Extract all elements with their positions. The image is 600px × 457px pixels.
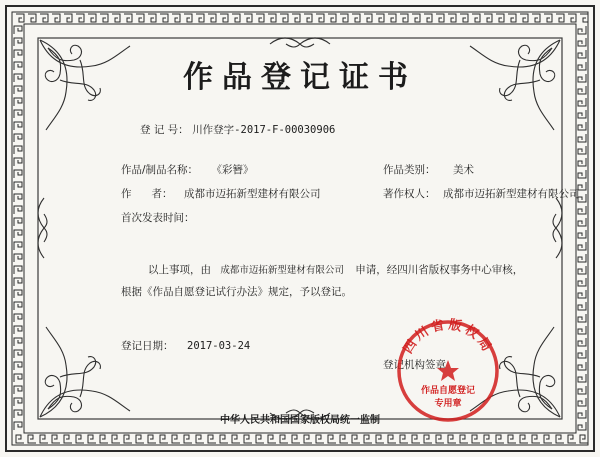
first-publication-row	[121, 210, 195, 225]
key-motif	[14, 242, 22, 250]
key-motif	[14, 194, 22, 202]
key-motif	[112, 435, 120, 443]
key-motif	[14, 170, 22, 178]
key-motif	[340, 14, 348, 22]
key-motif	[578, 314, 586, 322]
paragraph-company: 成都市迈拓新型建材有限公司	[220, 265, 344, 276]
key-motif	[14, 314, 22, 322]
key-motif	[520, 435, 528, 443]
key-motif	[14, 146, 22, 154]
registration-number-label: 登 记 号：	[140, 124, 189, 136]
key-motif	[578, 398, 586, 406]
key-motif	[14, 374, 22, 382]
key-motif	[16, 435, 24, 443]
seal-top-text: 四川省版权局	[400, 318, 496, 357]
key-motif	[14, 386, 22, 394]
key-motif	[256, 14, 264, 22]
key-motif	[508, 435, 516, 443]
key-motif	[14, 182, 22, 190]
registration-number: 川作登字-2017-F-00030906	[192, 124, 336, 136]
key-motif	[328, 435, 336, 443]
key-motif	[578, 266, 586, 274]
key-motif	[14, 230, 22, 238]
key-motif	[52, 14, 60, 22]
key-motif	[64, 14, 72, 22]
key-motif	[484, 435, 492, 443]
official-seal	[395, 318, 501, 424]
registration-number-row	[140, 122, 335, 137]
key-motif	[14, 362, 22, 370]
edge-ornament	[38, 198, 47, 258]
key-motif	[578, 254, 586, 262]
key-motif	[388, 435, 396, 443]
key-motif	[14, 350, 22, 358]
key-motif	[352, 14, 360, 22]
key-motif	[76, 14, 84, 22]
key-motif	[232, 14, 240, 22]
copyright-owner: 成都市迈拓新型建材有限公司	[443, 188, 580, 200]
key-motif	[578, 338, 586, 346]
key-motif	[14, 326, 22, 334]
key-motif	[14, 134, 22, 142]
key-motif	[424, 435, 432, 443]
key-motif	[340, 435, 348, 443]
key-motif	[256, 435, 264, 443]
key-motif	[544, 14, 552, 22]
key-motif	[14, 218, 22, 226]
key-motif	[14, 110, 22, 118]
registration-date-row	[121, 338, 250, 353]
key-motif	[76, 435, 84, 443]
paragraph-text-a: 以上事项，由	[148, 264, 211, 276]
key-motif	[520, 14, 528, 22]
key-motif	[578, 122, 586, 130]
key-motif	[578, 218, 586, 226]
key-motif	[578, 278, 586, 286]
key-motif	[496, 14, 504, 22]
key-motif	[88, 14, 96, 22]
key-motif	[578, 110, 586, 118]
key-motif	[412, 435, 420, 443]
key-motif	[100, 14, 108, 22]
key-motif	[196, 435, 204, 443]
key-motif	[578, 374, 586, 382]
key-motif	[16, 14, 24, 22]
key-motif	[496, 435, 504, 443]
seal-line2: 专用章	[434, 399, 462, 409]
key-motif	[14, 98, 22, 106]
key-motif	[578, 206, 586, 214]
copyright-owner-label: 著作权人：	[383, 188, 436, 200]
key-motif	[532, 14, 540, 22]
key-motif	[14, 206, 22, 214]
key-motif	[172, 14, 180, 22]
key-motif	[148, 435, 156, 443]
key-motif	[352, 435, 360, 443]
key-motif	[280, 435, 288, 443]
key-motif	[14, 302, 22, 310]
key-motif	[280, 14, 288, 22]
key-motif	[578, 386, 586, 394]
key-motif	[304, 435, 312, 443]
work-type-label: 作品类别：	[383, 164, 436, 176]
registration-date-label: 登记日期：	[121, 340, 174, 352]
key-motif	[412, 14, 420, 22]
key-motif	[376, 435, 384, 443]
key-motif	[208, 14, 216, 22]
key-motif	[316, 435, 324, 443]
paragraph-text-b: 申请，经四川省版权事务中心审核，	[355, 264, 524, 276]
corner-flourish	[40, 327, 130, 417]
key-motif	[578, 38, 586, 46]
key-motif	[436, 435, 444, 443]
key-motif	[184, 435, 192, 443]
work-name-row	[121, 162, 254, 177]
key-motif	[136, 435, 144, 443]
key-motif	[14, 254, 22, 262]
key-motif	[568, 14, 576, 22]
key-motif	[316, 14, 324, 22]
key-motif	[578, 302, 586, 310]
key-motif	[292, 435, 300, 443]
key-motif	[400, 14, 408, 22]
author-label: 作 者：	[121, 188, 173, 200]
key-motif	[14, 38, 22, 46]
edge-ornament	[270, 38, 330, 47]
copyright-owner-row	[383, 186, 580, 201]
author: 成都市迈拓新型建材有限公司	[184, 188, 321, 200]
key-motif	[292, 14, 300, 22]
key-motif	[532, 435, 540, 443]
first-publication-label: 首次发表时间：	[121, 212, 195, 224]
key-motif	[220, 435, 228, 443]
seal-line1: 作品自愿登记	[420, 386, 475, 396]
work-type-row	[383, 162, 474, 177]
key-motif	[160, 435, 168, 443]
key-motif	[460, 435, 468, 443]
work-name-label: 作品/制品名称：	[121, 164, 199, 176]
key-motif	[460, 14, 468, 22]
key-motif	[472, 14, 480, 22]
key-motif	[40, 435, 48, 443]
key-motif	[578, 134, 586, 142]
key-motif	[160, 14, 168, 22]
key-motif	[208, 435, 216, 443]
edge-ornament	[553, 198, 562, 258]
key-motif	[448, 435, 456, 443]
key-motif	[578, 362, 586, 370]
seal-star-icon	[437, 360, 459, 381]
key-motif	[578, 170, 586, 178]
key-motif	[364, 14, 372, 22]
key-motif	[556, 14, 564, 22]
key-motif	[28, 435, 36, 443]
key-motif	[14, 398, 22, 406]
key-motif	[376, 14, 384, 22]
registration-paragraph-line1	[148, 262, 523, 277]
work-type: 美术	[453, 164, 474, 176]
key-motif	[268, 435, 276, 443]
key-motif	[472, 435, 480, 443]
key-motif	[14, 266, 22, 274]
key-motif	[578, 242, 586, 250]
key-motif	[88, 435, 96, 443]
key-motif	[388, 14, 396, 22]
key-motif	[244, 14, 252, 22]
key-motif	[184, 14, 192, 22]
key-motif	[28, 14, 36, 22]
key-motif	[14, 158, 22, 166]
key-motif	[448, 14, 456, 22]
author-row	[121, 186, 321, 201]
key-motif	[14, 26, 22, 34]
certificate-title: 作品登记证书	[183, 60, 417, 95]
key-motif	[578, 326, 586, 334]
key-motif	[364, 435, 372, 443]
key-motif	[148, 14, 156, 22]
key-motif	[424, 14, 432, 22]
key-motif	[52, 435, 60, 443]
issuer-label: 登记机构签章	[383, 359, 446, 371]
registration-paragraph-line2: 根据《作品自愿登记试行办法》规定，予以登记。	[121, 286, 352, 298]
work-name: 《彩簪》	[211, 164, 254, 176]
key-motif	[100, 435, 108, 443]
key-motif	[578, 290, 586, 298]
key-motif	[112, 14, 120, 22]
key-motif	[400, 435, 408, 443]
key-motif	[578, 146, 586, 154]
key-motif	[124, 14, 132, 22]
key-motif	[14, 290, 22, 298]
key-motif	[14, 122, 22, 130]
key-motif	[578, 26, 586, 34]
key-motif	[578, 230, 586, 238]
key-motif	[484, 14, 492, 22]
key-motif	[14, 338, 22, 346]
key-motif	[232, 435, 240, 443]
key-motif	[328, 14, 336, 22]
key-motif	[172, 435, 180, 443]
key-motif	[578, 98, 586, 106]
key-motif	[436, 14, 444, 22]
key-motif	[580, 435, 588, 443]
key-motif	[304, 14, 312, 22]
registration-date: 2017-03-24	[187, 340, 251, 352]
key-motif	[124, 435, 132, 443]
key-motif	[196, 14, 204, 22]
key-motif	[578, 158, 586, 166]
key-motif	[508, 14, 516, 22]
key-motif	[136, 14, 144, 22]
key-motif	[64, 435, 72, 443]
key-motif	[220, 14, 228, 22]
key-motif	[40, 14, 48, 22]
key-motif	[578, 350, 586, 358]
key-motif	[244, 435, 252, 443]
key-motif	[14, 278, 22, 286]
key-motif	[544, 435, 552, 443]
key-motif	[556, 435, 564, 443]
key-motif	[268, 14, 276, 22]
key-motif	[568, 435, 576, 443]
key-motif	[580, 14, 588, 22]
footer-supervision: 中华人民共和国国家版权局统一监制	[220, 415, 380, 426]
